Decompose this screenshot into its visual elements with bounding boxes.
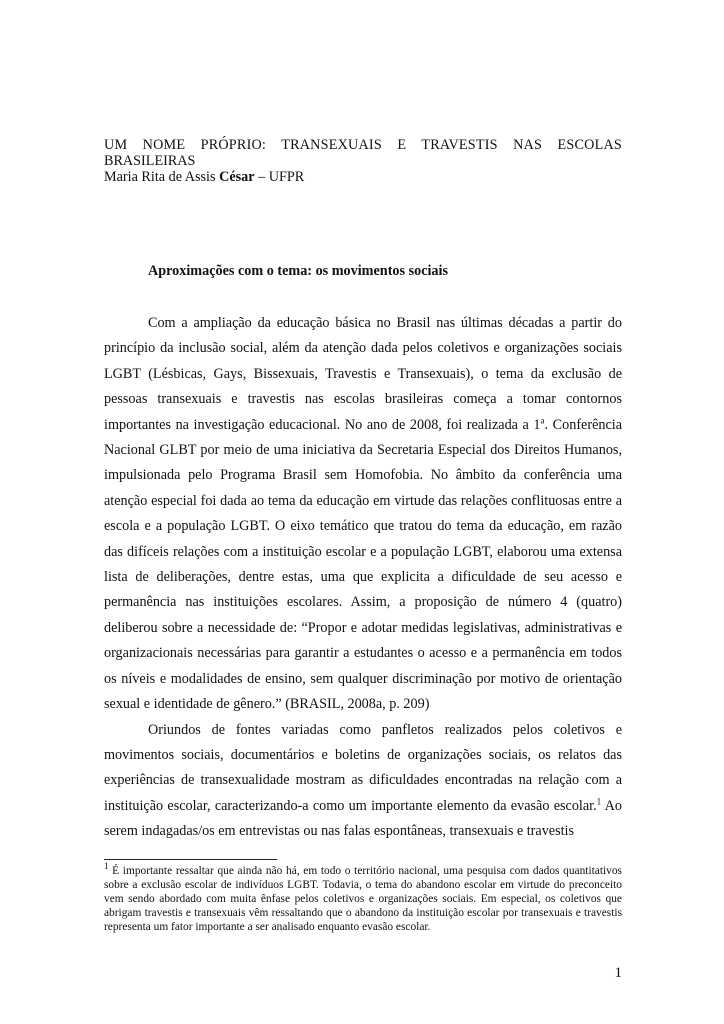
document-header — [104, 137, 622, 185]
footnote — [104, 861, 622, 935]
paragraph-1-text-a: Com a ampliação da educação básica no Brasil nas últimas décadas a partir do princípio da inclusão social, além da atenção dada pelos coletivos e organizações sociais LGBT (Lésbicas, Gays, Bissexuais, Travestis e Transexuais), o tema da exclusão de pessoas transexuais e travestis nas escolas brasileiras começa a tomar contornos importantes na investigação educacional. No ano de 2008, foi realizada a 1 — [104, 315, 622, 433]
page-number: 1 — [614, 965, 622, 981]
footnote-separator — [104, 859, 277, 860]
paragraph-1-text-b: . Conferência Nacional GLBT por meio de uma iniciativa da Secretaria Especial dos Direitos Humanos, impulsionada pelo Programa Brasil sem Homofobia. No âmbito da conferência uma atenção especial foi dada ao tema da educação em virtude das relações conflituosas entre a escola e a população LGBT. O eixo temático que tratou do tema da educação, em razão das difíceis relações com a instituição escolar e a população LGBT, elaborou uma extensa lista de deliberações, dentre estas, uma que explicita a dificuldade de seu acesso e permanência nas instituições escolares. Assim, a proposição de número 4 (quatro) deliberou sobre a necessidade de: “Propor e adotar medidas legislativas, administrativas e organizacionais necessárias para garantir a estudantes o acesso e a permanência em todos os níveis e modalidades de ensino, sem qualquer discriminação por motivo de orientação sexual e identidade de gênero.” (BRASIL, 2008a, p. 209) — [104, 416, 622, 713]
author-line — [104, 169, 622, 185]
paragraph-2 — [104, 718, 622, 845]
author-prefix: Maria Rita de Assis — [104, 169, 220, 185]
paragraph-1 — [104, 311, 622, 718]
author-surname: César — [219, 169, 255, 185]
section-heading: Aproximações com o tema: os movimentos sociais — [148, 263, 448, 279]
title-line-1: UM NOME PRÓPRIO: TRANSEXUAIS E TRAVESTIS NAS ESCOLAS — [104, 137, 622, 153]
footnote-reference: 1 — [596, 795, 602, 806]
paragraph-2-text-b: Ao serem indagadas/os em entrevistas ou nas falas espontâneas, transexuais e travestis — [104, 797, 622, 840]
ordinal-superscript: a — [540, 414, 545, 425]
title-line-2: BRASILEIRAS — [104, 153, 196, 169]
footnote-marker: 1 — [104, 861, 109, 872]
author-affiliation: – UFPR — [254, 169, 305, 185]
paragraph-2-text-a: Oriundos de fontes variadas como panfletos realizados pelos coletivos e movimentos sociais, documentários e boletins de organizações sociais, os relatos das experiências de transexualidade mostram as dificuldades encontradas na relação com a instituição escolar, caracterizando-a como um importante elemento da evasão escolar. — [104, 721, 622, 814]
footnote-text: É importante ressaltar que ainda não há, em todo o território nacional, uma pesquisa com dados quantitativos sobre a exclusão escolar de indivíduos LGBT. Todavia, o tema do abandono escolar em virtude do preconceito vem sendo abordado com muita ênfase pelos coletivos e organizações sociais. Em especial, os coletivos que abrigam travestis e transexuais vêm ressaltando que o abandono da instituição escolar por transexuais e travestis representa um fator importante a ser analisado enquanto evasão escolar. — [104, 865, 622, 933]
body-text — [104, 311, 622, 845]
